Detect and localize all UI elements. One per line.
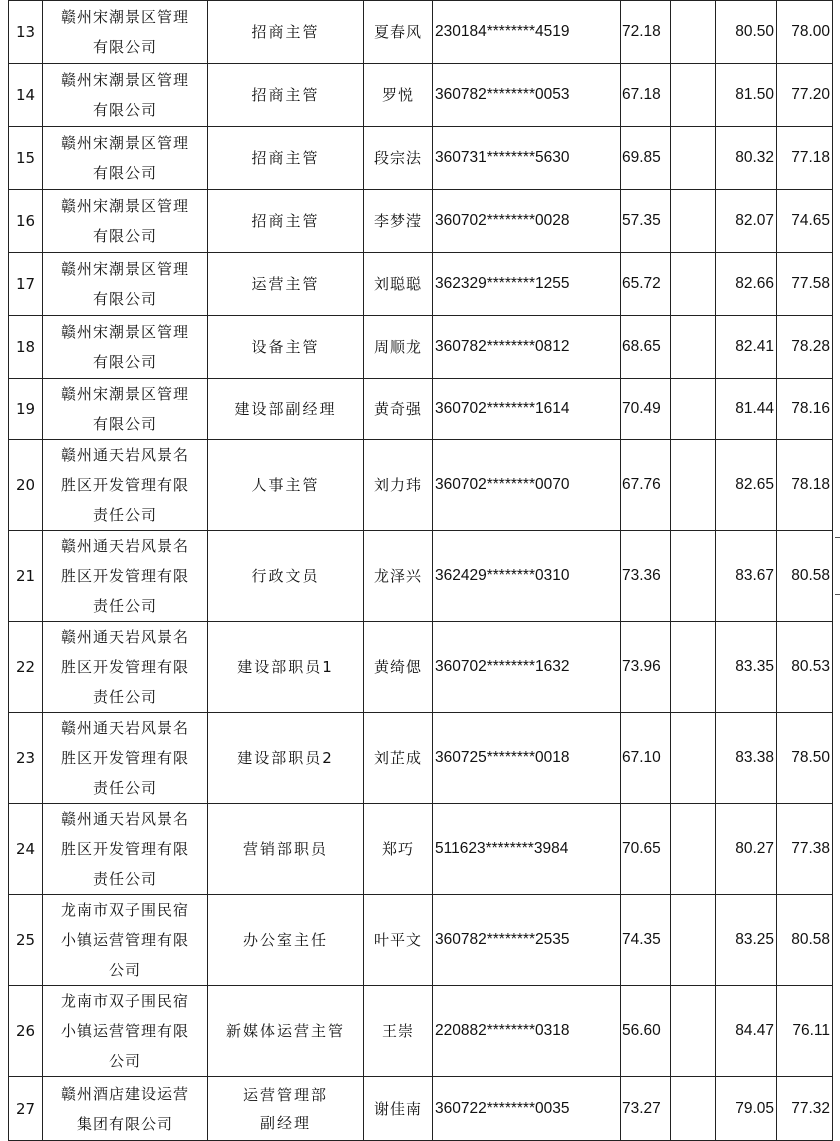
table-row (9, 622, 833, 713)
company-name-line: 赣州通天岩风景名 (60, 446, 189, 464)
company-name-line: 赣州宋潮景区管理 (60, 385, 189, 403)
edge-tick-mark (835, 594, 840, 595)
interview-score: 83.35 (716, 622, 777, 713)
company-name-line: 小镇运营管理有限 (60, 1022, 189, 1040)
row-number: 23 (9, 713, 43, 804)
candidate-name: 周顺龙 (364, 316, 433, 379)
total-score: 78.28 (777, 316, 833, 379)
interview-score: 80.50 (716, 1, 777, 64)
company-name (43, 379, 208, 440)
candidate-name: 龙泽兴 (364, 531, 433, 622)
written-score: 73.36 (621, 531, 671, 622)
table-row (9, 531, 833, 622)
written-score: 74.35 (621, 895, 671, 986)
blank-cell (671, 713, 716, 804)
company-name (43, 713, 208, 804)
position-title: 招商主管 (208, 190, 364, 253)
company-name (43, 1, 208, 64)
written-score: 65.72 (621, 253, 671, 316)
table-row (9, 253, 833, 316)
total-score: 77.20 (777, 64, 833, 127)
company-name-line: 集团有限公司 (76, 1114, 173, 1133)
table-row (9, 316, 833, 379)
company-name-line: 有限公司 (92, 290, 157, 308)
interview-score: 80.32 (716, 127, 777, 190)
company-name-line: 胜区开发管理有限 (60, 658, 189, 676)
row-number: 24 (9, 804, 43, 895)
company-name-line: 有限公司 (92, 38, 157, 56)
row-number: 26 (9, 986, 43, 1077)
position-title: 新媒体运营主管 (208, 986, 364, 1077)
blank-cell (671, 895, 716, 986)
position-title: 招商主管 (208, 127, 364, 190)
blank-cell (671, 622, 716, 713)
table-row (9, 713, 833, 804)
id-number: 362329********1255 (433, 253, 621, 316)
company-name-line: 赣州通天岩风景名 (60, 537, 189, 555)
position-title: 运营主管 (208, 253, 364, 316)
company-name (43, 1077, 208, 1141)
table-row (9, 895, 833, 986)
row-number: 18 (9, 316, 43, 379)
company-name (43, 531, 208, 622)
row-number: 16 (9, 190, 43, 253)
company-name-line: 公司 (108, 961, 141, 979)
company-name-line: 有限公司 (92, 415, 157, 433)
company-name (43, 190, 208, 253)
row-number: 22 (9, 622, 43, 713)
company-name-line: 赣州宋潮景区管理 (60, 197, 189, 215)
total-score: 77.58 (777, 253, 833, 316)
written-score: 73.96 (621, 622, 671, 713)
total-score: 80.53 (777, 622, 833, 713)
table-row (9, 1, 833, 64)
id-number: 362429********0310 (433, 531, 621, 622)
company-name (43, 895, 208, 986)
candidate-name: 刘芷成 (364, 713, 433, 804)
blank-cell (671, 440, 716, 531)
interview-score: 83.25 (716, 895, 777, 986)
table-row (9, 127, 833, 190)
written-score: 57.35 (621, 190, 671, 253)
company-name-line: 龙南市双子围民宿 (60, 901, 189, 919)
written-score: 68.65 (621, 316, 671, 379)
company-name-line: 赣州通天岩风景名 (60, 810, 189, 828)
blank-cell (671, 986, 716, 1077)
candidate-name: 黄奇强 (364, 379, 433, 440)
candidate-name: 刘力玮 (364, 440, 433, 531)
row-number: 13 (9, 1, 43, 64)
row-number: 15 (9, 127, 43, 190)
written-score: 67.18 (621, 64, 671, 127)
company-name-line: 赣州宋潮景区管理 (60, 8, 189, 26)
written-score: 67.10 (621, 713, 671, 804)
company-name (43, 804, 208, 895)
id-number: 360782********0053 (433, 64, 621, 127)
blank-cell (671, 127, 716, 190)
id-number: 360731********5630 (433, 127, 621, 190)
position-title: 招商主管 (208, 64, 364, 127)
position-title: 招商主管 (208, 1, 364, 64)
id-number: 360702********1632 (433, 622, 621, 713)
interview-score: 80.27 (716, 804, 777, 895)
written-score: 72.18 (621, 1, 671, 64)
position-title: 建设部副经理 (208, 379, 364, 440)
table-row (9, 440, 833, 531)
interview-score: 84.47 (716, 986, 777, 1077)
interview-score: 82.41 (716, 316, 777, 379)
company-name-line: 胜区开发管理有限 (60, 840, 189, 858)
company-name-line: 胜区开发管理有限 (60, 749, 189, 767)
blank-cell (671, 531, 716, 622)
blank-cell (671, 253, 716, 316)
id-number: 360725********0018 (433, 713, 621, 804)
interview-score: 82.65 (716, 440, 777, 531)
company-name-line: 赣州通天岩风景名 (60, 628, 189, 646)
row-number: 25 (9, 895, 43, 986)
blank-cell (671, 1, 716, 64)
row-number: 20 (9, 440, 43, 531)
candidate-name: 段宗法 (364, 127, 433, 190)
id-number: 360782********0812 (433, 316, 621, 379)
position-title: 设备主管 (208, 316, 364, 379)
position-title: 办公室主任 (208, 895, 364, 986)
candidate-name: 刘聪聪 (364, 253, 433, 316)
company-name-line: 胜区开发管理有限 (60, 567, 189, 585)
company-name-line: 责任公司 (92, 506, 157, 524)
total-score: 76.11 (777, 986, 833, 1077)
written-score: 56.60 (621, 986, 671, 1077)
interview-score: 83.38 (716, 713, 777, 804)
written-score: 70.65 (621, 804, 671, 895)
interview-score: 82.66 (716, 253, 777, 316)
id-number: 360702********1614 (433, 379, 621, 440)
company-name-line: 责任公司 (92, 779, 157, 797)
position-title: 行政文员 (208, 531, 364, 622)
id-number: 230184********4519 (433, 1, 621, 64)
total-score: 77.18 (777, 127, 833, 190)
total-score: 74.65 (777, 190, 833, 253)
company-name-line: 公司 (108, 1052, 141, 1070)
row-number: 17 (9, 253, 43, 316)
company-name-line: 有限公司 (92, 164, 157, 182)
candidate-name: 夏春风 (364, 1, 433, 64)
total-score: 77.32 (777, 1077, 833, 1141)
company-name-line: 赣州宋潮景区管理 (60, 323, 189, 341)
total-score: 78.18 (777, 440, 833, 531)
candidate-name: 叶平文 (364, 895, 433, 986)
company-name-line: 赣州宋潮景区管理 (60, 260, 189, 278)
candidate-name: 黄绮偲 (364, 622, 433, 713)
table-row (9, 986, 833, 1077)
id-number: 220882********0318 (433, 986, 621, 1077)
position-title: 运营管理部 副经理 (208, 1077, 364, 1141)
company-name (43, 316, 208, 379)
candidate-name: 李梦滢 (364, 190, 433, 253)
table-row (9, 379, 833, 440)
company-name (43, 127, 208, 190)
company-name-line: 责任公司 (92, 870, 157, 888)
company-name-line: 赣州宋潮景区管理 (60, 71, 189, 89)
total-score: 78.16 (777, 379, 833, 440)
company-name-line: 有限公司 (92, 227, 157, 245)
company-name-line: 龙南市双子围民宿 (60, 992, 189, 1010)
blank-cell (671, 1077, 716, 1141)
row-number: 27 (9, 1077, 43, 1141)
results-table (8, 0, 833, 1141)
id-number: 511623********3984 (433, 804, 621, 895)
company-name-line: 责任公司 (92, 688, 157, 706)
total-score: 78.50 (777, 713, 833, 804)
interview-score: 81.44 (716, 379, 777, 440)
interview-score: 82.07 (716, 190, 777, 253)
company-name-line: 胜区开发管理有限 (60, 476, 189, 494)
blank-cell (671, 379, 716, 440)
company-name-line: 赣州宋潮景区管理 (60, 134, 189, 152)
company-name (43, 440, 208, 531)
company-name (43, 986, 208, 1077)
blank-cell (671, 64, 716, 127)
company-name-line: 有限公司 (92, 353, 157, 371)
row-number: 21 (9, 531, 43, 622)
interview-score: 79.05 (716, 1077, 777, 1141)
interview-score: 83.67 (716, 531, 777, 622)
blank-cell (671, 316, 716, 379)
candidate-name: 王崇 (364, 986, 433, 1077)
table-row (9, 1077, 833, 1141)
total-score: 80.58 (777, 895, 833, 986)
id-number: 360782********2535 (433, 895, 621, 986)
company-name-line: 有限公司 (92, 101, 157, 119)
candidate-name: 罗悦 (364, 64, 433, 127)
company-name-line: 小镇运营管理有限 (60, 931, 189, 949)
row-number: 14 (9, 64, 43, 127)
blank-cell (671, 804, 716, 895)
position-title: 建设部职员1 (208, 622, 364, 713)
candidate-name: 郑巧 (364, 804, 433, 895)
company-name-line: 赣州通天岩风景名 (60, 719, 189, 737)
company-name (43, 622, 208, 713)
written-score: 73.27 (621, 1077, 671, 1141)
table-row (9, 64, 833, 127)
total-score: 80.58 (777, 531, 833, 622)
table-body (9, 1, 833, 1141)
blank-cell (671, 190, 716, 253)
edge-tick-mark (835, 537, 840, 538)
written-score: 67.76 (621, 440, 671, 531)
table-row (9, 804, 833, 895)
candidate-name: 谢佳南 (364, 1077, 433, 1141)
id-number: 360702********0028 (433, 190, 621, 253)
company-name-line: 责任公司 (92, 597, 157, 615)
company-name (43, 64, 208, 127)
company-name-line: 赣州酒店建设运营 (60, 1084, 189, 1103)
position-title: 营销部职员 (208, 804, 364, 895)
company-name (43, 253, 208, 316)
position-title: 建设部职员2 (208, 713, 364, 804)
id-number: 360702********0070 (433, 440, 621, 531)
total-score: 78.00 (777, 1, 833, 64)
written-score: 70.49 (621, 379, 671, 440)
position-title: 人事主管 (208, 440, 364, 531)
table-row (9, 190, 833, 253)
id-number: 360722********0035 (433, 1077, 621, 1141)
interview-score: 81.50 (716, 64, 777, 127)
total-score: 77.38 (777, 804, 833, 895)
row-number: 19 (9, 379, 43, 440)
written-score: 69.85 (621, 127, 671, 190)
